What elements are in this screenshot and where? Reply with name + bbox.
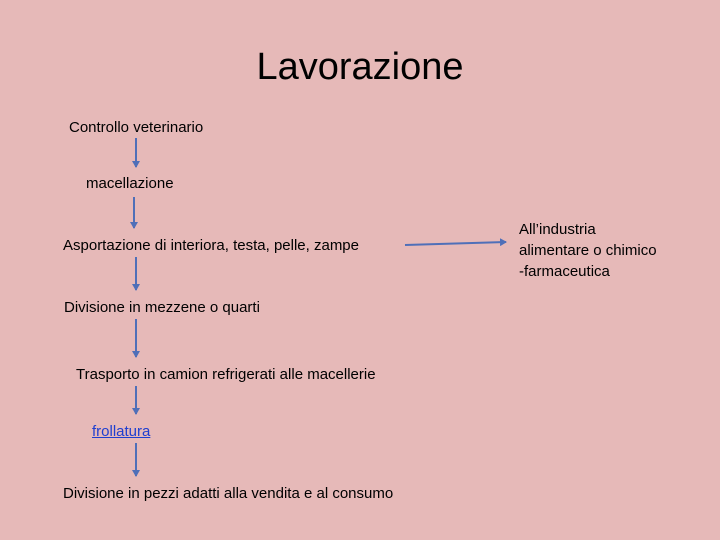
step-trasporto: Trasporto in camion refrigerati alle macellerie [76, 366, 376, 383]
step-frollatura-link[interactable]: frollatura [92, 423, 151, 440]
step-controllo-veterinario: Controllo veterinario [69, 119, 204, 136]
arrow-branch [405, 242, 506, 245]
branch-line-1: All’industria [519, 221, 596, 238]
step-divisione-mezzene: Divisione in mezzene o quarti [64, 299, 260, 316]
step-divisione-pezzi: Divisione in pezzi adatti alla vendita e al consumo [63, 485, 394, 502]
branch-line-3: -farmaceutica [519, 263, 610, 280]
step-macellazione: macellazione [86, 175, 174, 192]
slide-title: Lavorazione [256, 46, 464, 88]
step-asportazione: Asportazione di interiora, testa, pelle, zampe [63, 237, 359, 254]
branch-line-2: alimentare o chimico [519, 242, 657, 259]
